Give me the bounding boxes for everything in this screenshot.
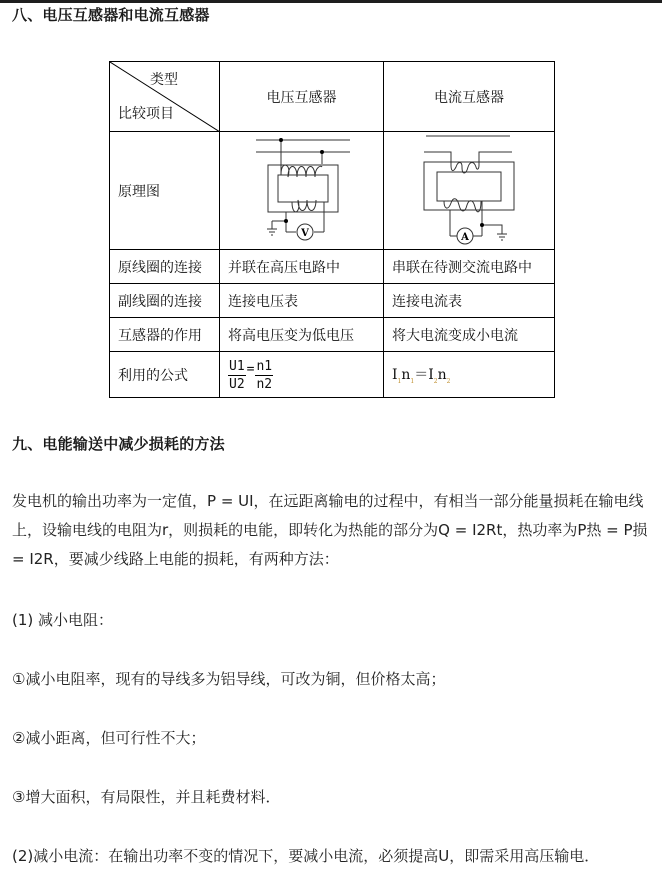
- current-formula: $I_1n_1=I_2n_2$: [384, 352, 555, 398]
- method-1-item-1: ①减小电阻率，现有的导线多为铝导线，可改为铜，但价格太高；: [12, 670, 446, 688]
- table-row: [110, 284, 555, 318]
- row-label: 原线圈的连接: [110, 250, 220, 284]
- diagonal-header-cell: [110, 62, 220, 132]
- row-label: 互感器的作用: [110, 318, 220, 352]
- cell-current: 串联在待测交流电路中: [384, 250, 555, 284]
- section-heading-8: 八、电压互感器和电流互感器: [12, 6, 210, 24]
- current-transformer-diagram: [384, 132, 555, 250]
- svg-text:A: A: [461, 232, 469, 243]
- cell-current: 连接电流表: [384, 284, 555, 318]
- table-row: [110, 352, 555, 398]
- table-row: [110, 250, 555, 284]
- method-1-heading: (1) 减小电阻：: [12, 611, 114, 629]
- table-header-row: [110, 62, 555, 132]
- top-border: [0, 0, 662, 3]
- cell-voltage: 并联在高压电路中: [220, 250, 384, 284]
- svg-text:V: V: [301, 228, 309, 239]
- table-row: [110, 318, 555, 352]
- section-heading-9: 九、电能输送中减少损耗的方法: [12, 435, 225, 453]
- current-circuit-icon: [384, 132, 554, 245]
- comparison-table: [109, 61, 555, 398]
- column-header-voltage: 电压互感器: [220, 62, 384, 132]
- method-1-item-3: ③增大面积，有局限性，并且耗费材料．: [12, 788, 281, 806]
- table-row: [110, 132, 555, 250]
- method-1-item-2: ②减小距离，但可行性不大；: [12, 729, 206, 747]
- type-label: 类型: [150, 72, 178, 88]
- intro-paragraph: 发电机的输出功率为一定值，P = UI，在远距离输电的过程中，有相当一部分能量损耗在输电线上，设输电线的电阻为r，则损耗的电能，即转化为热能的部分为Q = I2Rt，热功率为P热 = P损 = I2R，要减少线路上电能的损耗，有两种方法：: [12, 492, 648, 568]
- row-label: 副线圈的连接: [110, 284, 220, 318]
- compare-item-label: 比较项目: [118, 106, 174, 122]
- cell-current: 将大电流变成小电流: [384, 318, 555, 352]
- row-label: 利用的公式: [110, 352, 220, 398]
- cell-voltage: 连接电压表: [220, 284, 384, 318]
- method-2-paragraph: (2)减小电流：在输出功率不变的情况下，要减小电流，必须提高U，即需采用高压输电．: [12, 847, 600, 865]
- cell-voltage: 将高电压变为低电压: [220, 318, 384, 352]
- column-header-current: 电流互感器: [384, 62, 555, 132]
- row-label: 原理图: [110, 132, 220, 250]
- voltage-transformer-diagram: [220, 132, 384, 250]
- voltage-formula: $\frac{U1}{U2}$ = $\frac{n1}{n2}$: [220, 352, 384, 398]
- voltage-circuit-icon: [220, 132, 383, 245]
